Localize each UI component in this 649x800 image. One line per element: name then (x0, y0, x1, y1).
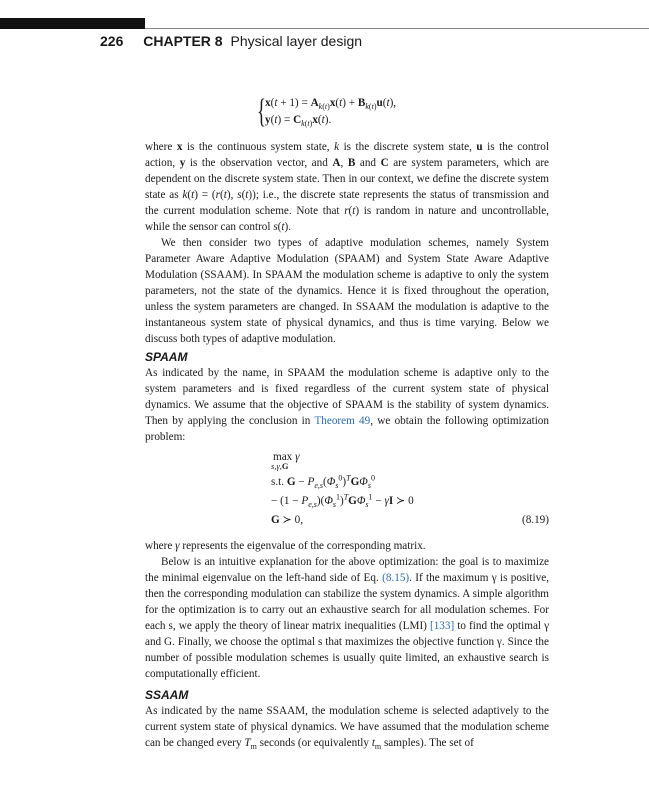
body-text-after-opt (145, 538, 549, 682)
system-equation (257, 93, 397, 130)
page-number: 226 (100, 33, 124, 49)
page-header (100, 33, 362, 49)
system-equation-line-1: $x(t + 1) = A_{k(t)}x(t) + B_{k(t)}u(t)$, (265, 97, 397, 112)
chapter-title: Physical layer design (230, 33, 363, 49)
section-heading-ssaam: SSAAM (145, 688, 189, 702)
left-brace: { (257, 93, 266, 130)
chapter-label: CHAPTER 8 (143, 33, 223, 49)
system-equation-line-2: $y(t) = C_{k(t)}x(t)$. (265, 114, 332, 129)
spaam-text (145, 365, 549, 445)
equation-link[interactable]: (8.15) (382, 572, 410, 584)
citation-link[interactable]: [133] (429, 620, 455, 632)
paragraph-3: where γ represents the eigenvalue of the corresponding matrix. (145, 540, 426, 552)
theorem-link[interactable]: Theorem 49 (314, 415, 371, 427)
spaam-paragraph: As indicated by the name, in SPAAM the modulation scheme is adaptive only to the system parameters and is fixed regardless of the current system state of physical dynamics. We assume that the objective of SPAAM is the stability of system dynamics. Then by applying the conclusion in Theorem 49, we obtain the following optimization problem: (145, 367, 549, 443)
header-bar (0, 18, 145, 29)
opt-constraint-2: − $(1 - P_{e,s})(\Phi_s^1)^TG\Phi_s^1 - \gamma I$ ≻ 0 (271, 492, 414, 510)
body-text-intro (145, 139, 549, 347)
equation-number: (8.19) (521, 514, 549, 526)
paragraph-4: Below is an intuitive explanation for the above optimization: the goal is to maximize the minimal eigenvalue on the left-hand side of Eq. (8.15). If the maximum γ is positive, then the corresponding modulation can stabilize the system dynamics. A simple algorithm for the optimization is to carry out an exhaustive search for all modulation schemes. For each s, we apply the theory of linear matrix inequalities (LMI) [133] to find the optimal γ and G. Finally, we choose the optimal s that maximizes the objective function γ. Since the number of possible modulation schemes is usually quite limited, an exhaustive search is computationally efficient. (145, 556, 550, 680)
paragraph-1: where x is the continuous system state, k is the discrete system state, u is the control action, y is the observation vector, and A, B and C are system parameters, which are dependent on the discrete system state. Then in our context, we define the discrete system state as k(t) = (r(t), s(t)); i.e., the discrete state represents the status of transmission and the current modulation scheme. Note that r(t) is random in nature and uncontrollable, while the sensor can control s(t). (145, 141, 550, 233)
ssaam-paragraph: As indicated by the name SSAAM, the modulation scheme is selected adaptively to the current system state of physical dynamics. We have assumed that the modulation scheme can be changed every $T_m$ seconds (or equivalently $t_m$ samples). The set of (145, 705, 549, 752)
paragraph-2: We then consider two types of adaptive modulation schemes, namely System Parameter Aware Adaptive Modulation (SPAAM) and System State Aware Adaptive Modulation (SSAAM). In SPAAM the modulation scheme is adaptive to only the system parameters, not the state of the dynamics. Hence it is fixed throughout the operation, unless the system parameters are changed. In SSAAM the modulation is adaptive to the instantaneous system state of physical dynamics, and thus is time varying. Below we discuss both types of adaptive modulation. (145, 237, 549, 345)
header-rule (145, 28, 649, 29)
optimization-problem (271, 450, 414, 528)
opt-constraint-3: G ≻ 0, (271, 514, 304, 526)
opt-variables: s,γ,G (271, 461, 289, 471)
opt-constraint-1: s.t. $G - P_{e,s}(\Phi_s^0)^TG\Phi_s^0$ (271, 473, 375, 491)
ssaam-text (145, 703, 549, 751)
section-heading-spaam: SPAAM (145, 350, 188, 364)
opt-objective: max γ (273, 451, 300, 463)
